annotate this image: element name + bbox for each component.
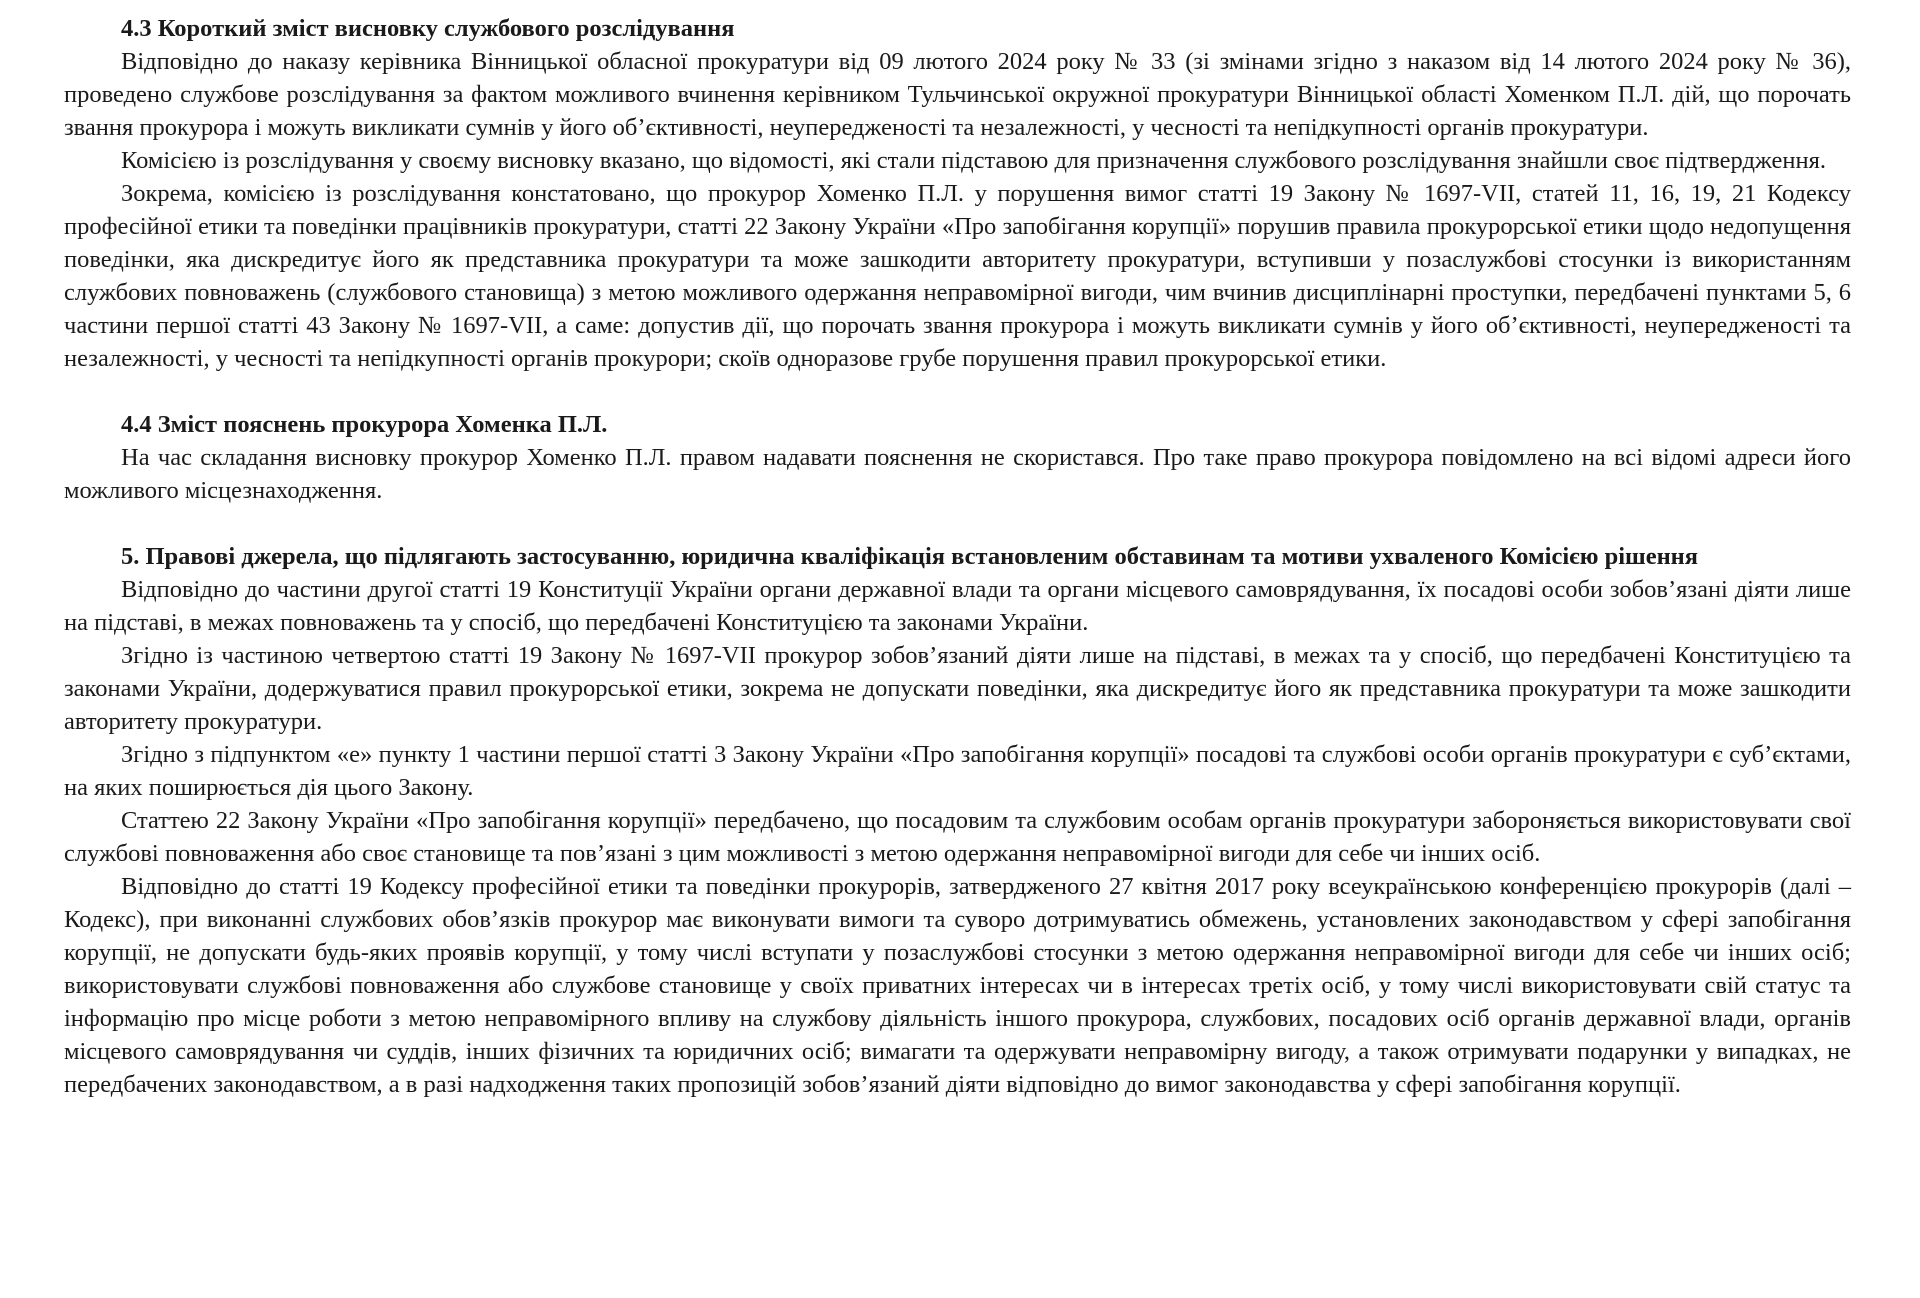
section-5	[64, 540, 1851, 1101]
paragraph: Комісією із розслідування у своєму висновку вказано, що відомості, які стали підставою для призначення службового розслідування знайшли своє підтвердження.	[121, 147, 1826, 174]
paragraph: Згідно з підпунктом «е» пункту 1 частини першої статті 3 Закону України «Про запобігання корупції» посадові та службові особи органів прокуратури є суб’єктами, на яких поширюється дія цього Закону.	[64, 741, 1851, 801]
section-heading: 4.3 Короткий зміст висновку службового розслідування	[121, 15, 735, 42]
paragraph: Зокрема, комісією із розслідування констатовано, що прокурор Хоменко П.Л. у порушення вимог статті 19 Закону № 1697-VII, статей 11, 16, 19, 21 Кодексу професійної етики та поведінки працівників прокуратури, статті 22 Закону України «Про запобігання корупції» порушив правила прокурорської етики щодо недопущення поведінки, яка дискредитує його як представника прокуратури та може зашкодити авторитету прокуратури, вступивши у позаслужбові стосунки із використанням службових повноважень (службового становища) з метою можливого одержання неправомірної вигоди, чим вчинив дисциплінарні проступки, передбачені пунктами 5, 6 частини першої статті 43 Закону № 1697-VII, а саме: допустив дії, що порочать звання прокурора і можуть викликати сумнів у його об’єктивності, неупередженості та незалежності, у чесності та непідкупності органів прокурори; скоїв одноразове грубе порушення правил прокурорської етики.	[64, 180, 1851, 372]
section-4-4	[64, 408, 1851, 507]
section-heading: 5. Правові джерела, що підлягають застосуванню, юридична кваліфікація встановленим обставинам та мотиви ухваленого Комісією рішення	[121, 543, 1699, 570]
paragraph: Згідно із частиною четвертою статті 19 Закону № 1697-VII прокурор зобов’язаний діяти лише на підставі, в межах та у спосіб, що передбачені Конституцією та законами України, додержуватися правил прокурорської етики, зокрема не допускати поведінки, яка дискредитує його як представника прокуратури та може зашкодити авторитету прокуратури.	[64, 642, 1851, 735]
paragraph: Статтею 22 Закону України «Про запобігання корупції» передбачено, що посадовим та службовим особам органів прокуратури забороняється використовувати свої службові повноваження або своє становище та пов’язані з цим можливості з метою одержання неправомірної вигоди для себе чи інших осіб.	[64, 807, 1851, 867]
document-page	[64, 12, 1851, 1101]
paragraph: Відповідно до частини другої статті 19 Конституції України органи державної влади та органи місцевого самоврядування, їх посадові особи зобов’язані діяти лише на підставі, в межах повноважень та у спосіб, що передбачені Конституцією та законами України.	[64, 576, 1851, 636]
section-4-3	[64, 12, 1851, 375]
paragraph: Відповідно до наказу керівника Вінницької обласної прокуратури від 09 лютого 2024 року № 33 (зі змінами згідно з наказом від 14 лютого 2024 року № 36), проведено службове розслідування за фактом можливого вчинення керівником Тульчинської окружної прокуратури Вінницької області Хоменком П.Л. дій, що порочать звання прокурора і можуть викликати сумнів у його об’єктивності, неупередженості та незалежності, у чесності та непідкупності органів прокуратури.	[64, 48, 1851, 141]
paragraph: Відповідно до статті 19 Кодексу професійної етики та поведінки прокурорів, затвердженого 27 квітня 2017 року всеукраїнською конференцією прокурорів (далі – Кодекс), при виконанні службових обов’язків прокурор має виконувати вимоги та суворо дотримуватись обмежень, установлених законодавством у сфері запобігання корупції, не допускати будь-яких проявів корупції, у тому числі вступати у позаслужбові стосунки з метою одержання неправомірної вигоди для себе чи інших осіб; використовувати службові повноваження або службове становище у своїх приватних інтересах чи в інтересах третіх осіб, у тому числі використовувати свій статус та інформацію про місце роботи з метою неправомірного впливу на службову діяльність іншого прокурора, службових, посадових осіб органів державної влади, органів місцевого самоврядування чи суддів, інших фізичних та юридичних осіб; вимагати та одержувати неправомірну вигоду, а також отримувати подарунки у випадках, не передбачених законодавством, а в разі надходження таких пропозицій зобов’язаний діяти відповідно до вимог законодавства у сфері запобігання корупції.	[64, 873, 1851, 1098]
paragraph: На час складання висновку прокурор Хоменко П.Л. правом надавати пояснення не скористався. Про таке право прокурора повідомлено на всі відомі адреси його можливого місцезнаходження.	[64, 444, 1851, 504]
section-heading: 4.4 Зміст пояснень прокурора Хоменка П.Л.	[121, 411, 608, 438]
